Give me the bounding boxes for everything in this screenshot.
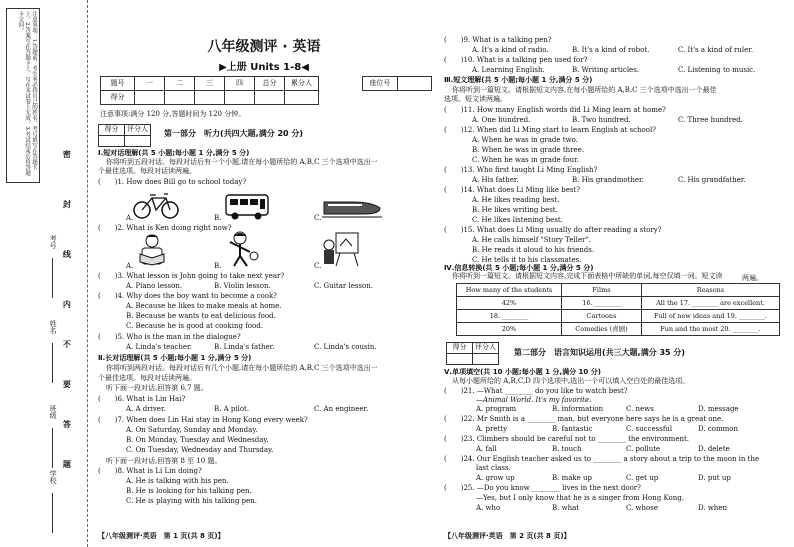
question-21: ( )21. —What ________ do you like to watch best? — [444, 387, 628, 395]
option-b: B. His grandmother. — [572, 176, 644, 184]
option-a: A. program — [476, 405, 517, 413]
reading-person-icon — [132, 232, 172, 268]
s3-instr: 选项。短文读两遍。 — [444, 95, 507, 103]
option-a: A. A driver. — [126, 405, 166, 413]
option-d: D. when — [698, 504, 727, 512]
s1-title: Ⅰ.短对话理解(共 5 小题;每小题 1 分,满分 5 分) — [98, 149, 250, 157]
option-b: B. When he was in grade three. — [472, 146, 585, 154]
option-a: A. His father. — [472, 176, 519, 184]
option-c: C. Because he is good at cooking food. — [126, 322, 263, 330]
option-label: B. — [214, 214, 222, 222]
question-24: ( )24. Our English teacher asked us to ________ a story about a trip to the moon in the — [444, 455, 760, 463]
option-c: C. pollute — [626, 445, 661, 453]
score-table — [100, 76, 319, 105]
table-cell-blank[interactable]: 18. ________ — [457, 310, 562, 323]
scorer-label: 得分 — [99, 125, 125, 136]
question-25: ( )25. —Do you know ________ lives in the next door? — [444, 484, 641, 492]
option-b: B. Violin lesson. — [214, 282, 271, 290]
score-cell: 三 — [195, 77, 225, 91]
table-cell: 20% — [457, 323, 562, 336]
score-cell: 得分 — [101, 91, 135, 105]
option-b: B. fantastic — [552, 425, 593, 433]
score-cell: 一 — [135, 77, 165, 91]
bus-icon — [224, 192, 270, 222]
question-12: ( )12. When did Li Ming start to learn English at school? — [444, 126, 656, 134]
table-cell: Comedies (喜剧) — [562, 323, 642, 336]
page-1 — [96, 0, 432, 547]
exam-note: 注意事项:满分 120 分,答题时间为 120 分钟。 — [100, 110, 246, 118]
painting-person-icon — [320, 230, 362, 268]
s3-instr: 你将听到一篇短文。请根据短文内容,在每小题所给的 A,B,C 三个选项中选出一个最佳 — [452, 86, 717, 94]
option-b: B. what — [552, 504, 580, 512]
option-b: B. make up — [552, 474, 593, 482]
scorer-label: 评分人 — [125, 125, 151, 136]
option-b: B. A pilot. — [214, 405, 250, 413]
option-a: A. fall — [476, 445, 497, 453]
s2-title: Ⅱ.长对话理解(共 5 小题;每小题 1 分,满分 5 分) — [98, 354, 252, 362]
scorer-input[interactable] — [447, 354, 473, 365]
option-c: C. Three hundred. — [678, 116, 743, 124]
score-input[interactable] — [135, 91, 165, 105]
question-9: ( )9. What is a talking pen? — [444, 36, 552, 44]
s2-instr: 个最佳选项。每段对话读两遍。 — [98, 374, 196, 382]
question-14: ( )14. What does Li Ming like best? — [444, 186, 580, 194]
option-label: A. — [126, 214, 134, 222]
option-c: C. He tells it to his classmates. — [472, 256, 582, 264]
table-cell-blank[interactable]: Full of new ideas and 19. ________. — [642, 310, 780, 323]
option-c: C. When he was in grade four. — [472, 156, 579, 164]
school-line — [52, 493, 53, 533]
field-class: 班级 — [49, 405, 58, 419]
question-3: ( )3. What lesson is John going to take next year? — [98, 272, 285, 280]
option-a: A. who — [476, 504, 501, 512]
part1-title: 第一部分 听力(共四大题,满分 20 分) — [164, 129, 304, 138]
option-c: C. Linda's cousin. — [314, 343, 377, 351]
table-header: Films — [562, 284, 642, 297]
seal-word: 答 — [62, 420, 73, 428]
option-a: A. He calls himself "Story Teller". — [472, 236, 591, 244]
s1-instr: 你将听到五段对话。每段对话后有一个小题,请在每小题所给的 A,B,C 三个选项中选出一 — [106, 158, 378, 166]
option-b: B. Writing articles. — [572, 66, 640, 74]
option-a: A. When he was in grade two. — [472, 136, 578, 144]
s5-instr: 从每小题所给的 A,B,C,D 四个选项中,选出一个可以填入空白处的最佳选项。 — [452, 377, 690, 385]
seat-table — [362, 76, 432, 91]
option-c: C. get up — [626, 474, 659, 482]
question-7: ( )7. When does Lin Hai stay in Hong Kong every week? — [98, 416, 308, 424]
question-4: ( )4. Why does the boy want to become a cook? — [98, 292, 277, 300]
option-b: B. It's a kind of robot. — [572, 46, 650, 54]
field-name: 姓名 — [49, 320, 58, 334]
question-2: ( )2. What is Ken doing right now? — [98, 224, 232, 232]
score-cell: 总分 — [255, 77, 285, 91]
seal-word: 封 — [62, 200, 73, 208]
option-a: A. Linda's teacher. — [126, 343, 192, 351]
page-2 — [442, 0, 788, 547]
option-a: A. It's a kind of radio. — [472, 46, 549, 54]
question-25-reply: —Yes, but I only know that he is a singer from Hong Kong. — [476, 494, 684, 502]
question-21-reply: —Animal World. It's my favorite. — [476, 396, 592, 404]
option-a: A. He is talking with his pen. — [126, 477, 229, 485]
question-1: ( )1. How does Bill go to school today? — [98, 178, 247, 186]
question-11: ( )11. How many English words did Li Ming learn at home? — [444, 106, 666, 114]
option-a: A. One hundred. — [472, 116, 531, 124]
score-cell: 二 — [165, 77, 195, 91]
table-cell-blank[interactable]: All the 17. ________ are excellent. — [642, 297, 780, 310]
table-header: Reasons — [642, 284, 780, 297]
option-c: C. Listening to music. — [678, 66, 756, 74]
option-label: B. — [214, 262, 222, 270]
question-6: ( )6. What is Lin Hai? — [98, 395, 186, 403]
playing-boy-icon — [222, 230, 262, 268]
train-icon — [322, 196, 382, 220]
exam-number-line — [52, 258, 53, 298]
notice-box: 注意事项：1.答题前，考生务必将自己的姓名、考号填写在答题卡上。2.答案写在答题卡上，写在本试卷上无效。3.考试结束后将答题卡交回。 — [6, 8, 40, 183]
seal-word: 内 — [62, 300, 73, 308]
option-a: A. He likes reading best. — [472, 196, 560, 204]
exam-subtitle: ▶上册 Units 1-8◀ — [219, 62, 309, 74]
score-cell: 四 — [225, 77, 255, 91]
s5-title: Ⅴ.单项填空(共 10 小题;每小题 1 分,满分 10 分) — [444, 368, 601, 376]
name-line — [52, 343, 53, 383]
option-c: C. news — [626, 405, 654, 413]
scorer-input[interactable] — [473, 354, 499, 365]
s2-listen: 听下面一段对话,回答第 6,7 题。 — [106, 384, 208, 392]
score-input[interactable] — [195, 91, 225, 105]
s4-title: Ⅳ.信息转换(共 5 小题;每小题 1 分,满分 5 分) — [444, 264, 594, 272]
seal-word: 线 — [62, 250, 73, 258]
option-b: B. Because he wants to eat delicious food. — [126, 312, 276, 320]
scorer-box — [98, 124, 151, 147]
field-exam-number: 考号 — [49, 235, 58, 249]
table-cell: 42% — [457, 297, 562, 310]
option-a: A. Piano lesson. — [126, 282, 183, 290]
score-input[interactable] — [255, 91, 285, 105]
option-b: B. touch — [552, 445, 582, 453]
option-c: C. An engineer. — [314, 405, 369, 413]
option-a: A. grow up — [476, 474, 515, 482]
option-c: C. He likes listening best. — [472, 216, 563, 224]
option-d: D. delete — [698, 445, 730, 453]
option-b: B. On Monday, Tuesday and Wednesday. — [126, 436, 269, 444]
binding-margin — [0, 0, 88, 547]
option-label: C. — [314, 214, 322, 222]
option-c: C. whose — [626, 504, 659, 512]
exam-title: 八年级测评 · 英语 — [207, 39, 321, 55]
option-c: C. successful — [626, 425, 673, 433]
question-22: ( )22. Mr Smith is a ________ man, but everyone here says he is a great one. — [444, 415, 724, 423]
option-c: C. Guitar lesson. — [314, 282, 373, 290]
seal-word: 不 — [62, 340, 73, 348]
option-b: B. He reads it aloud to his friends. — [472, 246, 595, 254]
option-b: B. He likes writing best. — [472, 206, 558, 214]
option-b: B. Two hundred. — [572, 116, 631, 124]
info-table — [456, 283, 780, 336]
table-cell-blank[interactable]: Fun and the most 20. ________. — [642, 323, 780, 336]
option-c: C. On Tuesday, Wednesday and Thursday. — [126, 446, 274, 454]
option-d: D. put up — [698, 474, 731, 482]
option-a: A. Because he likes to make meals at home. — [126, 302, 282, 310]
seat-label: 座位号 — [363, 77, 398, 91]
seat-input[interactable] — [397, 77, 431, 91]
option-label: C. — [314, 262, 322, 270]
scorer-label: 得分 — [447, 343, 473, 354]
score-input[interactable] — [285, 91, 319, 105]
s2-instr: 你将听到两段对话。每段对话后有几个小题,请在每小题所给的 A,B,C 三个选项中选出一 — [106, 364, 378, 372]
question-8: ( )8. What is Li Lin doing? — [98, 467, 202, 475]
option-c: C. It's a kind of ruler. — [678, 46, 754, 54]
seal-word: 题 — [62, 460, 73, 468]
option-d: D. message — [698, 405, 739, 413]
table-cell-blank[interactable]: 16. ________ — [562, 297, 642, 310]
seal-word: 密 — [62, 150, 73, 158]
score-input[interactable] — [225, 91, 255, 105]
option-c: C. He is playing with his talking pen. — [126, 497, 258, 505]
table-header: How many of the students — [457, 284, 562, 297]
units-label: 上册 Units 1-8 — [226, 62, 302, 74]
scorer-box — [446, 342, 499, 365]
option-label: A. — [126, 262, 134, 270]
score-cell: 题号 — [101, 77, 135, 91]
question-5: ( )5. Who is the man in the dialogue? — [98, 333, 241, 341]
question-23: ( )23. Climbers should be careful not to ________ the environment. — [444, 435, 690, 443]
option-d: D. common — [698, 425, 738, 433]
s3-title: Ⅲ.短文理解(共 5 小题;每小题 1 分,满分 5 分) — [444, 76, 593, 84]
question-15: ( )15. What does Li Ming usually do after reading a story? — [444, 226, 662, 234]
bicycle-icon — [132, 190, 180, 220]
question-10: ( )10. What is a talking pen used for? — [444, 56, 588, 64]
score-cell: 累分人 — [285, 77, 319, 91]
s2-listen: 听下面一段对话,回答第 8 至 10 题。 — [106, 457, 222, 465]
question-24-cont: last class. — [476, 464, 511, 472]
part2-title: 第二部分 语言知识运用(共三大题,满分 35 分) — [514, 348, 686, 357]
s4-instr: 你将听到一篇短文。请根据短文内容,完成下面表格中所缺的单词,每空仅填一词。短文读 — [452, 272, 723, 280]
option-a: A. pretty — [476, 425, 508, 433]
scorer-input[interactable] — [99, 136, 125, 147]
field-school: 学校 — [49, 470, 58, 484]
option-c: C. His grandfather. — [678, 176, 746, 184]
score-input[interactable] — [165, 91, 195, 105]
scorer-input[interactable] — [125, 136, 151, 147]
option-b: B. He is looking for his talking pen. — [126, 487, 252, 495]
table-cell: Cartoons — [562, 310, 642, 323]
s1-instr: 个最佳选项。每段对话读两遍。 — [98, 167, 196, 175]
question-13: ( )13. Who first taught Li Ming English? — [444, 166, 598, 174]
class-line — [52, 428, 53, 468]
option-a: A. On Saturday, Sunday and Monday. — [126, 426, 258, 434]
s4-instr: 两遍。 — [742, 274, 763, 282]
option-b: B. information — [552, 405, 604, 413]
page-footer: 【八年级测评·英语 第 1 页(共 8 页)】 — [98, 531, 225, 540]
option-b: B. Linda's father. — [214, 343, 275, 351]
seal-word: 要 — [62, 380, 73, 388]
option-a: A. Learning English. — [472, 66, 545, 74]
scorer-label: 评分人 — [473, 343, 499, 354]
page-footer: 【八年级测评·英语 第 2 页(共 8 页)】 — [444, 531, 571, 540]
